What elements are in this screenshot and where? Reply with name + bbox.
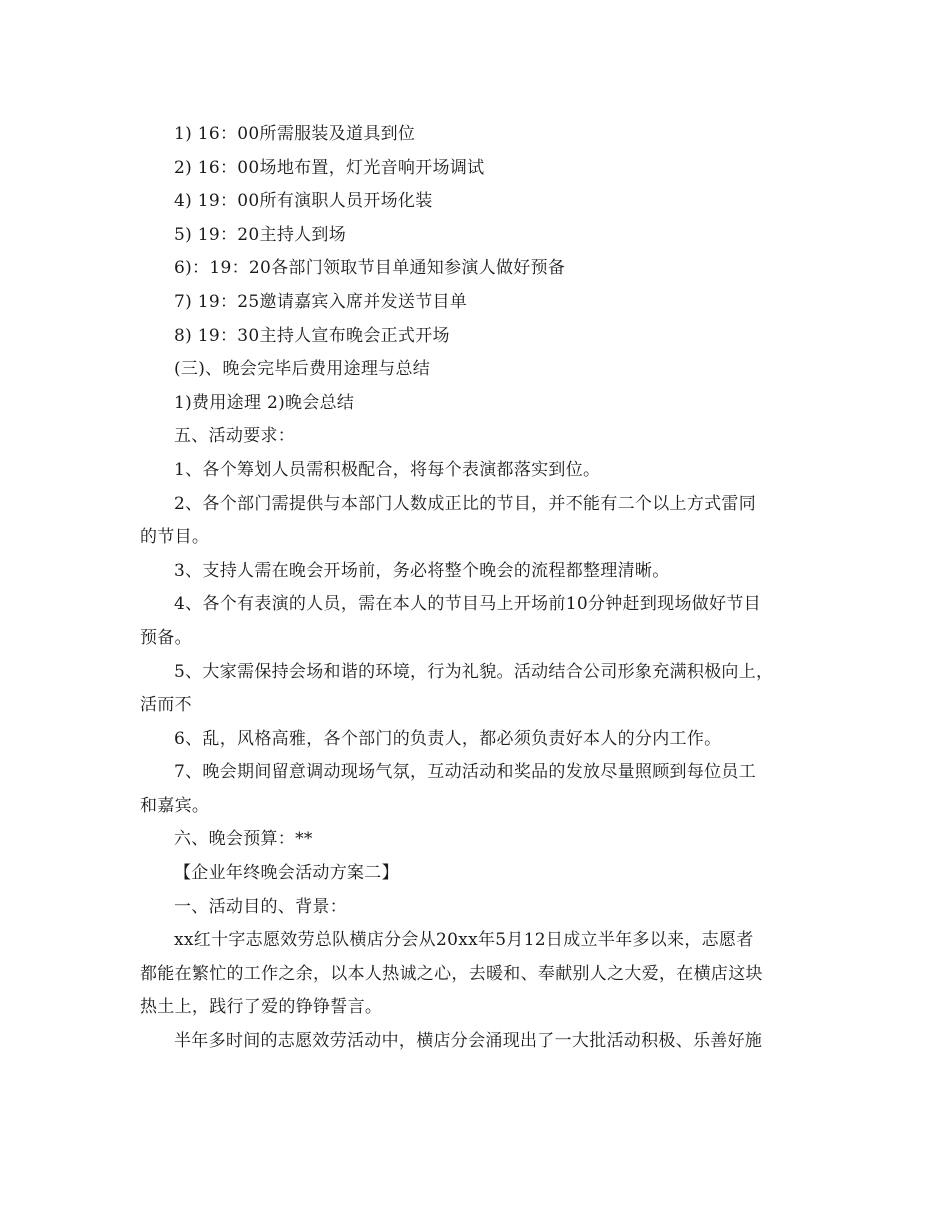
requirement-7-line-1: 7、晚会期间留意调动现场气氛，互动活动和奖品的发放尽量照顾到每位员工 xyxy=(174,762,757,783)
background-paragraph-line-1: xx红十字志愿效劳总队横店分会从20xx年5月12日成立半年多以来，志愿者 xyxy=(174,930,754,951)
document-body xyxy=(140,118,816,1059)
requirement-6: 6、乱，风格高雅，各个部门的负责人，都必须负责好本人的分内工作。 xyxy=(174,728,722,749)
requirement-5-line-2: 活而不 xyxy=(140,695,192,716)
schedule-item-4: 4) 19：00所有演职人员开场化装 xyxy=(174,191,433,212)
section-five-heading: 五、活动要求： xyxy=(174,426,296,447)
schedule-item-2: 2) 16：00场地布置，灯光音响开场调试 xyxy=(174,157,485,178)
requirement-5-line-1: 5、大家需保持会场和谐的环境，行为礼貌。活动结合公司形象充满积极向上， xyxy=(174,661,774,682)
background-paragraph-line-2: 都能在繁忙的工作之余，以本人热诚之心，去暖和、奉献别人之大爱，在横店这块 xyxy=(140,963,763,984)
plan-two-title: 【企业年终晚会活动方案二】 xyxy=(174,863,399,884)
requirement-7-line-2: 和嘉宾。 xyxy=(140,795,210,816)
section-three-heading: (三)、晚会完毕后费用途理与总结 xyxy=(174,359,431,380)
schedule-item-1: 1) 16：00所需服装及道具到位 xyxy=(174,124,416,144)
requirement-4-line-2: 预备。 xyxy=(140,627,192,648)
schedule-item-6: 6)：19：20各部门领取节目单通知参演人做好预备 xyxy=(174,258,566,279)
schedule-item-5: 5) 19：20主持人到场 xyxy=(174,224,347,245)
background-paragraph-line-3: 热土上，践行了爱的铮铮誓言。 xyxy=(140,997,383,1018)
plan-two-section-one-heading: 一、活动目的、背景： xyxy=(174,896,347,917)
schedule-item-8: 8) 19：30主持人宣布晚会正式开场 xyxy=(174,325,450,346)
background-paragraph-2-line-1: 半年多时间的志愿效劳活动中，横店分会涌现出了一大批活动积极、乐善好施 xyxy=(174,1031,763,1052)
schedule-item-7: 7) 19：25邀请嘉宾入席并发送节目单 xyxy=(174,291,468,312)
section-three-items: 1)费用途理 2)晚会总结 xyxy=(174,392,355,413)
section-six-heading: 六、晚会预算：** xyxy=(174,829,313,850)
requirement-2-line-1: 2、各个部门需提供与本部门人数成正比的节目，并不能有二个以上方式雷同 xyxy=(174,493,757,514)
requirement-4-line-1: 4、各个有表演的人员，需在本人的节目马上开场前10分钟赶到现场做好节目 xyxy=(174,594,761,615)
requirement-1: 1、各个筹划人员需积极配合，将每个表演都落实到位。 xyxy=(174,459,601,480)
requirement-2-line-2: 的节目。 xyxy=(140,527,210,548)
requirement-3: 3、支持人需在晚会开场前，务必将整个晚会的流程都整理清晰。 xyxy=(174,560,670,581)
